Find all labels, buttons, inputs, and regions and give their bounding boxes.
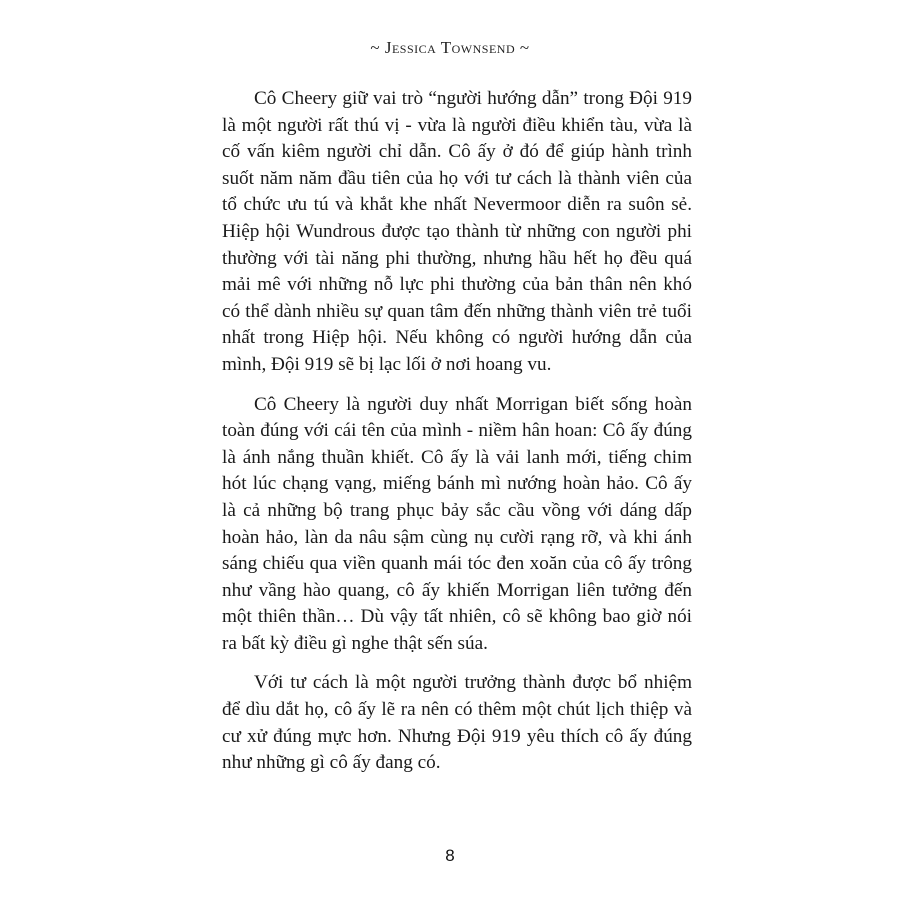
- paragraph-1: Cô Cheery giữ vai trò “người hướng dẫn” trong Đội 919 là một người rất thú vị - vừa là người điều khiển tàu, vừa là cố vấn kiêm người chỉ dẫn. Cô ấy ở đó để giúp hành trình suốt năm năm đầu tiên của họ với tư cách là thành viên của tổ chức ưu tú và khắt khe nhất Nevermoor diễn ra suôn sẻ. Hiệp hội Wundrous được tạo thành từ những con người phi thường với tài năng phi thường, nhưng hầu hết họ đều quá mải mê với những nỗ lực phi thường của bản thân nên khó có thể dành nhiều sự quan tâm đến những thành viên trẻ tuổi nhất trong Hiệp hội. Nếu không có người hướng dẫn của mình, Đội 919 sẽ bị lạc lối ở nơi hoang vu.: [222, 88, 692, 375]
- paragraph-3: Với tư cách là một người trưởng thành được bổ nhiệm để dìu dắt họ, cô ấy lẽ ra nên có thêm một chút lịch thiệp và cư xử đúng mực hơn. Nhưng Đội 919 yêu thích cô ấy đúng như những gì cô ấy đang có.: [222, 672, 692, 774]
- body-text: [222, 86, 692, 790]
- page-number: 8: [445, 846, 455, 865]
- running-header-author: ~ Jessica Townsend ~: [370, 38, 530, 57]
- paragraph-2: Cô Cheery là người duy nhất Morrigan biết sống hoàn toàn đúng với cái tên của mình - niềm hân hoan: Cô ấy đúng là ánh nắng thuần khiết. Cô ấy là vải lanh mới, tiếng chim hót lúc chạng vạng, miếng bánh mì nướng hoàn hảo. Cô ấy là cả những bộ trang phục bảy sắc cầu vồng với dáng dấp hoàn hảo, làn da nâu sậm cùng nụ cười rạng rỡ, và khi ánh sáng chiếu qua viền quanh mái tóc đen xoăn của cô ấy trông như vầng hào quang, cô ấy khiến Morrigan liên tưởng đến một thiên thần… Dù vậy tất nhiên, cô sẽ không bao giờ nói ra bất kỳ điều gì nghe thật sến súa.: [222, 393, 692, 654]
